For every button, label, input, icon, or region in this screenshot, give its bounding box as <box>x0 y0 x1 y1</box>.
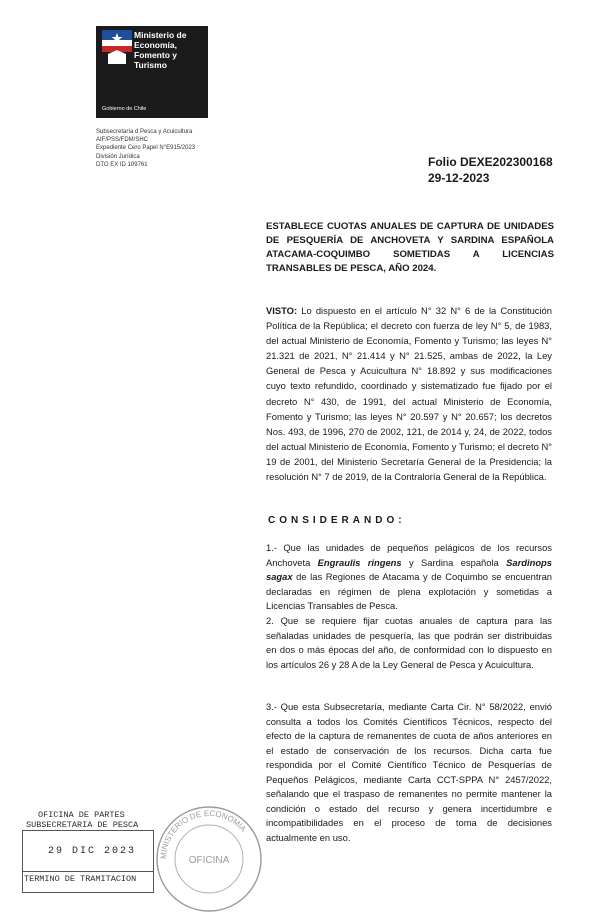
coat-of-arms-icon <box>102 30 132 66</box>
seal-center: OFICINA <box>188 855 230 866</box>
reference-line: DTO EX ID 109761 <box>96 161 148 168</box>
visto-section <box>266 303 552 484</box>
paragraph-text: de las Regiones de Atacama y de Coquimbo se encuentran declaradas en régimen de plena explotación y sometidas a Licencias Transables de Pesca. <box>266 571 552 611</box>
office-stamp <box>22 808 150 894</box>
reference-line: AIF/PSS/FDM/SHC <box>96 137 149 144</box>
reference-line: División Jurídica <box>96 153 140 160</box>
government-label: Gobierno de Chile <box>102 106 147 112</box>
reference-line: Expediente Cero Papel N°E915/2023 <box>96 145 196 152</box>
ministry-line: Turismo <box>134 60 167 70</box>
ministry-line: Fomento y <box>134 50 177 60</box>
folio-block <box>428 154 553 186</box>
ministry-line: Economía, <box>134 40 177 50</box>
svg-text:MINISTERIO DE ECONOMIA <box>159 809 248 859</box>
ministry-name <box>134 30 206 70</box>
reference-line: Subsecretaría d Pesca y Acuicultura <box>96 129 193 135</box>
stamp-date: 29 DIC 2023 <box>48 846 137 857</box>
folio-date: 29-12-2023 <box>428 171 490 185</box>
document-references <box>96 128 195 169</box>
folio-number: Folio DEXE202300168 <box>428 155 553 169</box>
round-seal-icon <box>150 800 268 918</box>
paragraph-text: y Sardina española <box>401 556 507 568</box>
considerando-paragraph-3: 3.- Que esta Subsecretaría, mediante Carta Cir. N° 58/2022, envió consulta a todos los Comités Científicos Técnicos, respecto del efecto de la captura de remanentes de cuota de años anteriores en el estado de conservación de los recursos. Dicha carta fue respondida por el Comité Científico Técnico de Pesquerías de Pequeños Pelágicos, mediante Carta CCT-SPPA N° 2457/2022, señalando que el traspaso de remanentes no permite mantener la condición o estado del recurso y genera incertidumbre e incompatibilidades en el proceso de toma de decisiones actualmente en uso. <box>266 701 552 843</box>
stamp-department: SUBSECRETARIA DE PESCA <box>26 820 139 830</box>
species-name: Sardinops sagax <box>266 556 552 582</box>
stamp-status: TERMINO DE TRAMITACION <box>24 874 137 884</box>
decree-title: ESTABLECE CUOTAS ANUALES DE CAPTURA DE UNIDADES DE PESQUERÍA DE ANCHOVETA Y SARDINA ESPAÑOLA ATACAMA-COQUIMBO SOMETIDAS A LICENCIAS TRANSABLES DE PESCA, AÑO 2024. <box>266 221 554 274</box>
visto-text: Lo dispuesto en el artículo N° 32 N° 6 de la Constitución Política de la República; el decreto con fuerza de ley N° 5, de 1983, del actual Ministerio de Economía, Fomento y Turismo; las leyes N° 21.321 de 2021, N° 21.414 y N° 21.525, ambas de 2022, la Ley General de Pesca y Acuicultura N° 18.892 y sus modificaciones cuyo texto refundido, coordinado y sistematizado fue fijado por el decreto N° 430, de 1991, del actual Ministerio de Economía, Fomento y Turismo; las leyes N° 20.597 y N° 20.657; los decretos Nos. 493, de 1996, 270 de 2002, 121, de 2014 y, 24, de 2022, todos del actual Ministerio de Economía, Fomento y Turismo; el decreto N° 19 de 2001, del Ministerio Secretaría General de la Presidencia; la resolución N° 7 de 2019, de la Contraloría General de la República. <box>266 305 552 483</box>
stamp-office: OFICINA DE PARTES <box>38 810 125 820</box>
visto-label: VISTO: <box>266 305 298 316</box>
ministry-line: Ministerio de <box>134 30 187 40</box>
paragraph-text: 1.- Que las unidades de pequeños pelágicos de los recursos Anchoveta <box>266 542 552 568</box>
ministry-logo <box>96 26 208 118</box>
considerando-paragraph-1 <box>266 541 552 614</box>
seal-text: MINISTERIO DE ECONOMIA <box>158 808 248 860</box>
species-name: Engraulis ringens <box>317 556 402 568</box>
considerando-paragraph-2: 2. Que se requiere fijar cuotas anuales de captura para las señaladas unidades de pesquería, las que podrán ser distribuidas en dos o más épocas del año, de conformidad con lo dispuesto en los artículos 26 y 28 A de la Ley General de Pesca y Acuicultura. <box>266 615 552 670</box>
considerando-heading: CONSIDERANDO: <box>268 515 406 526</box>
